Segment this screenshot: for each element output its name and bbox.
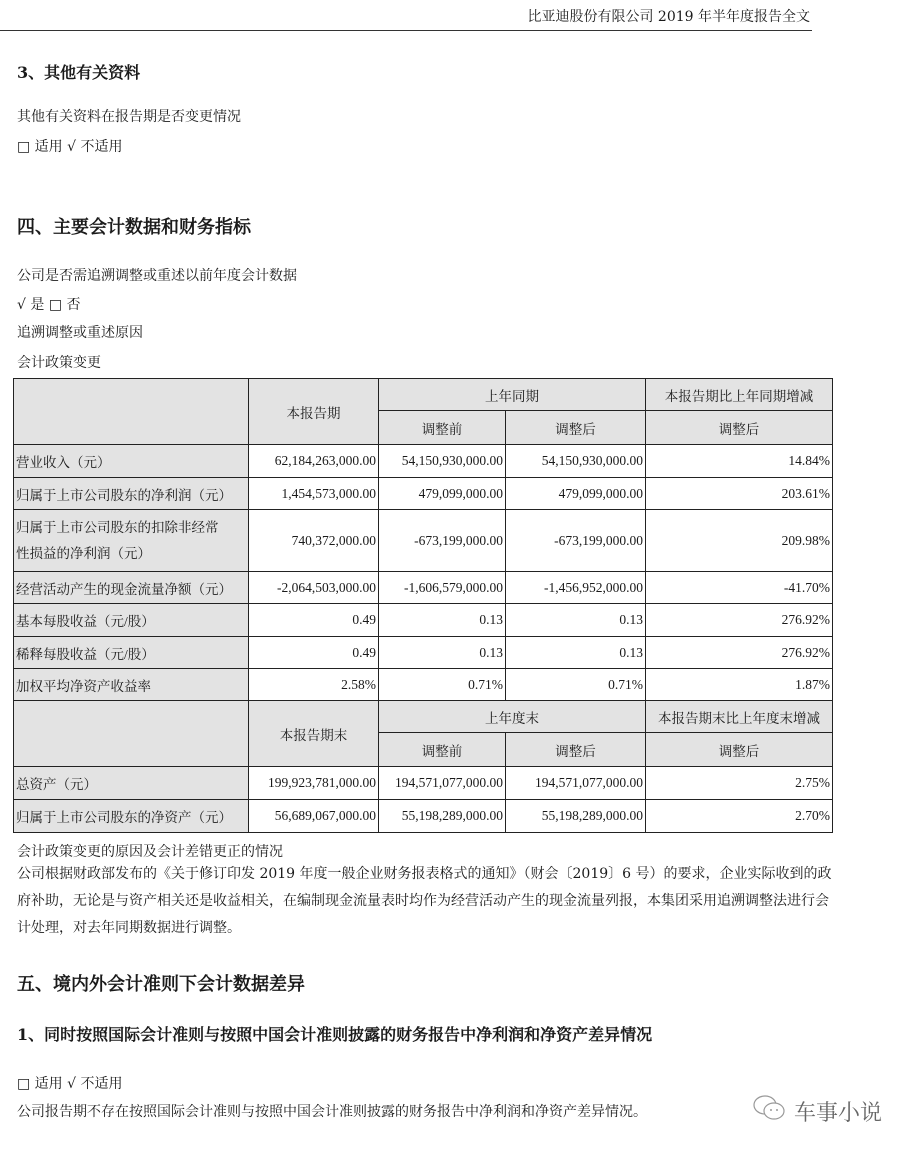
table-row bbox=[14, 510, 833, 572]
cell-change: 209.98% bbox=[646, 510, 833, 572]
section-3-choice: □ 适用 √ 不适用 bbox=[17, 139, 123, 155]
cell-current: 2.58% bbox=[249, 669, 379, 701]
cell-before: 55,198,289,000.00 bbox=[379, 800, 506, 833]
row-label: 稀释每股收益（元/股） bbox=[14, 637, 249, 669]
cell-change: 276.92% bbox=[646, 604, 833, 637]
cell-current: 56,689,067,000.00 bbox=[249, 800, 379, 833]
header-current-end: 本报告期末 bbox=[249, 701, 379, 767]
table-row bbox=[14, 800, 833, 833]
section-4-heading: 四、主要会计数据和财务指标 bbox=[17, 217, 251, 238]
cell-before: 54,150,930,000.00 bbox=[379, 445, 506, 478]
table-row bbox=[14, 572, 833, 604]
cell-current: 1,454,573,000.00 bbox=[249, 478, 379, 510]
header-prior: 上年同期 bbox=[379, 379, 646, 411]
cell-change: 2.75% bbox=[646, 767, 833, 800]
header-before: 调整前 bbox=[379, 411, 506, 445]
page-header bbox=[0, 0, 812, 31]
section-4-choice: √ 是 □ 否 bbox=[17, 297, 81, 313]
row-label-line-2: 性损益的净利润（元） bbox=[16, 545, 151, 561]
header-current: 本报告期 bbox=[249, 379, 379, 445]
cell-change: -41.70% bbox=[646, 572, 833, 604]
watermark bbox=[752, 1093, 882, 1129]
cell-current: -2,064,503,000.00 bbox=[249, 572, 379, 604]
header-after: 调整后 bbox=[506, 733, 646, 767]
explanation-label: 会计政策变更的原因及会计差错更正的情况 bbox=[17, 844, 283, 860]
explanation-text: 公司根据财政部发布的《关于修订印发 2019 年度一般企业财务报表格式的通知》（财会〔2019〕6 号）的要求，企业实际收到的政府补助，无论是与资产相关还是收益相关，在编制现金流量表时均作为经营活动产生的现金流量列报，本集团采用追溯调整法进行会计处理，对去年同期数据进行调整。 bbox=[17, 866, 832, 936]
cell-current: 199,923,781,000.00 bbox=[249, 767, 379, 800]
cell-before: -673,199,000.00 bbox=[379, 510, 506, 572]
header-after: 调整后 bbox=[506, 411, 646, 445]
row-label: 归属于上市公司股东的净资产（元） bbox=[14, 800, 249, 833]
section-5-choice: □ 适用 √ 不适用 bbox=[17, 1076, 123, 1092]
cell-after: 55,198,289,000.00 bbox=[506, 800, 646, 833]
cell-change: 1.87% bbox=[646, 669, 833, 701]
report-title: 比亚迪股份有限公司 2019 年半年度报告全文 bbox=[527, 9, 810, 25]
cell-change: 203.61% bbox=[646, 478, 833, 510]
cell-current: 0.49 bbox=[249, 604, 379, 637]
watermark-text: 车事小说 bbox=[794, 1100, 883, 1126]
cell-after: 194,571,077,000.00 bbox=[506, 767, 646, 800]
row-label: 营业收入（元） bbox=[14, 445, 249, 478]
row-label-line-1: 归属于上市公司股东的扣除非经常 bbox=[16, 519, 219, 535]
cell-before: 479,099,000.00 bbox=[379, 478, 506, 510]
cell-current: 62,184,263,000.00 bbox=[249, 445, 379, 478]
cell-after: -673,199,000.00 bbox=[506, 510, 646, 572]
cell-before: 0.13 bbox=[379, 604, 506, 637]
row-label: 加权平均净资产收益率 bbox=[14, 669, 249, 701]
section-4-question: 公司是否需追溯调整或重述以前年度会计数据 bbox=[17, 268, 297, 284]
cell-after: 479,099,000.00 bbox=[506, 478, 646, 510]
cell-after: 0.13 bbox=[506, 637, 646, 669]
cell-change: 14.84% bbox=[646, 445, 833, 478]
section-5-note: 公司报告期不存在按照国际会计准则与按照中国会计准则披露的财务报告中净利润和净资产差异情况。 bbox=[17, 1104, 647, 1120]
cell-change: 276.92% bbox=[646, 637, 833, 669]
cell-after: -1,456,952,000.00 bbox=[506, 572, 646, 604]
cell-before: 194,571,077,000.00 bbox=[379, 767, 506, 800]
section-5-heading: 五、境内外会计准则下会计数据差异 bbox=[17, 974, 305, 995]
row-label: 基本每股收益（元/股） bbox=[14, 604, 249, 637]
table-row bbox=[14, 478, 833, 510]
table-row bbox=[14, 669, 833, 701]
header-before: 调整前 bbox=[379, 733, 506, 767]
table-row bbox=[14, 604, 833, 637]
table-row bbox=[14, 445, 833, 478]
cell-before: 0.71% bbox=[379, 669, 506, 701]
cell-before: 0.13 bbox=[379, 637, 506, 669]
section-3-question: 其他有关资料在报告期是否变更情况 bbox=[17, 109, 241, 125]
cell-after: 54,150,930,000.00 bbox=[506, 445, 646, 478]
row-label: 总资产（元） bbox=[14, 767, 249, 800]
financial-data-table bbox=[13, 378, 833, 833]
cell-after: 0.71% bbox=[506, 669, 646, 701]
header-change-after: 调整后 bbox=[646, 733, 833, 767]
cell-before: -1,606,579,000.00 bbox=[379, 572, 506, 604]
cell-after: 0.13 bbox=[506, 604, 646, 637]
reason-value: 会计政策变更 bbox=[17, 355, 101, 371]
cell-change: 2.70% bbox=[646, 800, 833, 833]
header-change-after: 调整后 bbox=[646, 411, 833, 445]
table-row bbox=[14, 637, 833, 669]
reason-label: 追溯调整或重述原因 bbox=[17, 325, 143, 341]
cell-current: 0.49 bbox=[249, 637, 379, 669]
section-5-subheading: 1、同时按照国际会计准则与按照中国会计准则披露的财务报告中净利润和净资产差异情况 bbox=[17, 1025, 653, 1044]
table-row bbox=[14, 767, 833, 800]
header-change: 本报告期比上年同期增减 bbox=[646, 379, 833, 411]
section-3-heading: 3、其他有关资料 bbox=[17, 63, 141, 82]
row-label: 归属于上市公司股东的净利润（元） bbox=[14, 478, 249, 510]
row-label: 经营活动产生的现金流量净额（元） bbox=[14, 572, 249, 604]
header-prior-end: 上年度末 bbox=[379, 701, 646, 733]
header-change-end: 本报告期末比上年度末增减 bbox=[646, 701, 833, 733]
cell-current: 740,372,000.00 bbox=[249, 510, 379, 572]
wechat-icon bbox=[752, 1093, 786, 1129]
header-blank bbox=[14, 379, 249, 445]
header-blank bbox=[14, 701, 249, 767]
row-label bbox=[14, 510, 249, 572]
